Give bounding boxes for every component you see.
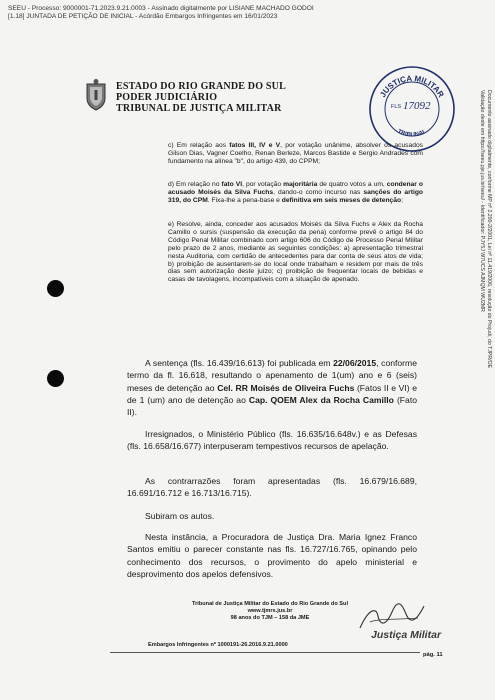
punch-hole-top [47,280,64,297]
stamp-bottom-text: TRIBUNAL [396,128,428,139]
side-note-line-1: Documento assinado digitalmente, conforme MP nº 2.200-2/2001, Lei nº 11.419/2006, resolução do Projudi, do TJPR/OE [486,90,492,369]
footer-website: www.tjmrs.jus.br [247,608,293,615]
footer-case-number: Embargos Infringentes nº 1000191-26.2016.9.21.0000 [148,642,288,648]
svg-text:TRIBUNAL [396,129,428,139]
side-validation-note [479,90,492,610]
stamp-fls-number: 17092 [403,100,431,112]
page-number: pág. 11 [423,652,443,658]
letterhead-state: ESTADO DO RIO GRANDE DO SUL [116,81,286,92]
paragraph-records: Subiram os autos. [145,511,215,521]
paragraph-prosecutor-opinion: Nesta instância, a Procuradora de Justiça Dra. Maria Ignez Franco Santos emitiu o parecer constante nas fls. 16.727/16.765, opinando pelo conhecimento dos recursos, o provimento do apelo ministerial e desprovimento dos apelos defensivos. [127,532,417,579]
footer-court-name: Tribunal de Justiça Militar do Estado do Rio Grande do Sul [191,601,349,607]
justica-militar-logo: Justiça Militar [371,629,442,641]
quoted-item-c: c) Em relação aos fatos III, IV e V, por votação unânime, absolver os acusados Gilson Dias, Vagner Coelho, Renan Berleze, Marcos Bastide e Sergio Andrades com fundamento na alínea "b", do artigo 439, do CPPM; [168,142,424,165]
punch-hole-bottom [47,370,64,387]
coat-of-arms-icon [84,78,108,112]
footer-anniversary: 98 anos do TJM – 158 da JME [230,615,310,622]
letterhead [116,81,286,114]
quoted-item-e: e) Resolve, ainda, conceder aos acusados Moisés da Silva Fuchs e Alex da Rocha Camillo o sursis (suspensão da execução da pena) conforme prevê o artigo 84 do Código Penal Militar combinado com artigo 606 do Código de Processo Penal Militar pelo prazo de 2 anos, mediante as seguintes condições: a) apresentação trimestral nesta Auditoria, com certidão de antecedentes para dar conta de seus atos de vida; b) proibição de ausentarem-se do local onde trabalham e residem por mais de três dias sem autorização deste juízo; c) proibição de frequentar locais de bebidas e casas de tavolagens, incompatíveis com a situação de apenado. [168,221,423,284]
footer-court-info [160,601,380,623]
stamp-top-text: JUSTIÇA MILITAR [378,73,446,99]
paragraph-sentence: A sentença (fls. 16.439/16.613) foi publicada em 22/06/2015, conforme termo da fl. 16.618, resultando o apenamento de 1(um) ano e 6 (seis) meses de detenção ao Cel. RR Moisés de Oliveira Fuchs (Fatos II e VI) e de 1 (um) ano de detenção ao Cap. QOEM Alex da Rocha Camillo (Fato II). [127,358,417,418]
header-line-1: SEEU - Processo: 9000001-71.2023.9.21.0003 - Assinado digitalmente por LISIANE MACHADO GODOI [8,5,314,12]
header-line-2: [1.18] JUNTADA DE PETIÇÃO DE INICIAL - Acórdão Embargos Infringentes em 16/01/2023 [8,13,278,20]
footer-divider [110,652,420,653]
letterhead-court: TRIBUNAL DE JUSTIÇA MILITAR [116,103,282,114]
court-stamp [367,64,457,154]
quoted-item-d: d) Em relação no fato VI, por votação majoritária de quatro votos a um, condenar o acusado Moisés da Silva Fuchs, dando-o como incurso nas sanções do artigo 319, do CPM. Fixa-lhe a pena-base e definitiva em seis meses de detenção; [168,181,424,204]
paragraph-counterarguments: As contrarrazões foram apresentadas (fls. 16.679/16.689, 16.691/16.712 e 16.713/16.715). [127,476,417,499]
stamp-fls-label: FLS [391,104,402,110]
paragraph-appeals: Irresignados, o Ministério Público (fls. 16.635/16.648v.) e as Defesas (fls. 16.658/16.677) interpuseram tempestivos recursos de apelação. [127,429,417,452]
letterhead-power: PODER JUDICIÁRIO [116,92,218,103]
side-note-line-2: Validação deste em https://seeu.pje.jus.br/seeu/ - Identificador: PJY5J W7UCS AJMQM WU2MR [479,90,486,312]
